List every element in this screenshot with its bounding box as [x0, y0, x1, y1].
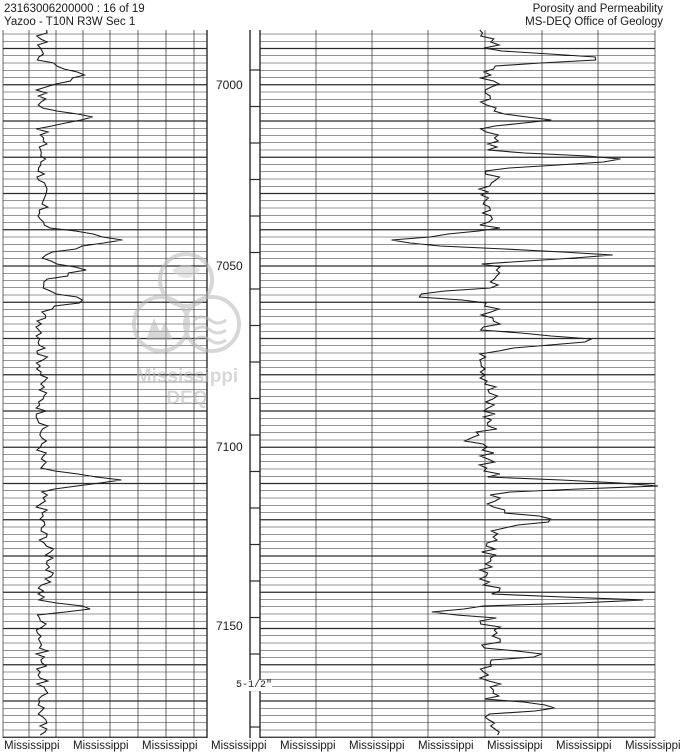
- footer-label: Mississippi: [280, 740, 336, 752]
- footer-label: Mississippi: [487, 740, 543, 752]
- footer-label: Mississippi: [142, 740, 198, 752]
- footer-label: Mississippi: [349, 740, 405, 752]
- footer-label: Mississippi: [73, 740, 129, 752]
- depth-label: 7150: [216, 619, 243, 633]
- log-type: Porosity and Permeability: [532, 3, 663, 15]
- msdeq-watermark: [128, 250, 246, 410]
- agency-name: MS-DEQ Office of Geology: [525, 16, 663, 28]
- footer-watermark-strip: [0, 739, 681, 755]
- footer-label: Mississippi: [211, 740, 267, 752]
- right-track-grid: [250, 30, 655, 738]
- footer-label: Mississippi: [418, 740, 474, 752]
- watermark-line2: DEQ: [166, 388, 208, 409]
- watermark-line1: Mississippi: [135, 366, 239, 387]
- depth-label: 7000: [216, 78, 243, 92]
- casing-annotation: 5-1/2": [236, 680, 273, 691]
- well-id: 23163006200000 : 16 of 19: [4, 3, 145, 15]
- footer-label: Mississippi: [625, 740, 681, 752]
- footer-label: Mississippi: [556, 740, 612, 752]
- footer-label: Mississippi: [4, 740, 60, 752]
- depth-label: 7100: [216, 440, 243, 454]
- well-location: Yazoo - T10N R3W Sec 1: [4, 16, 136, 28]
- depth-label: 7050: [216, 259, 243, 273]
